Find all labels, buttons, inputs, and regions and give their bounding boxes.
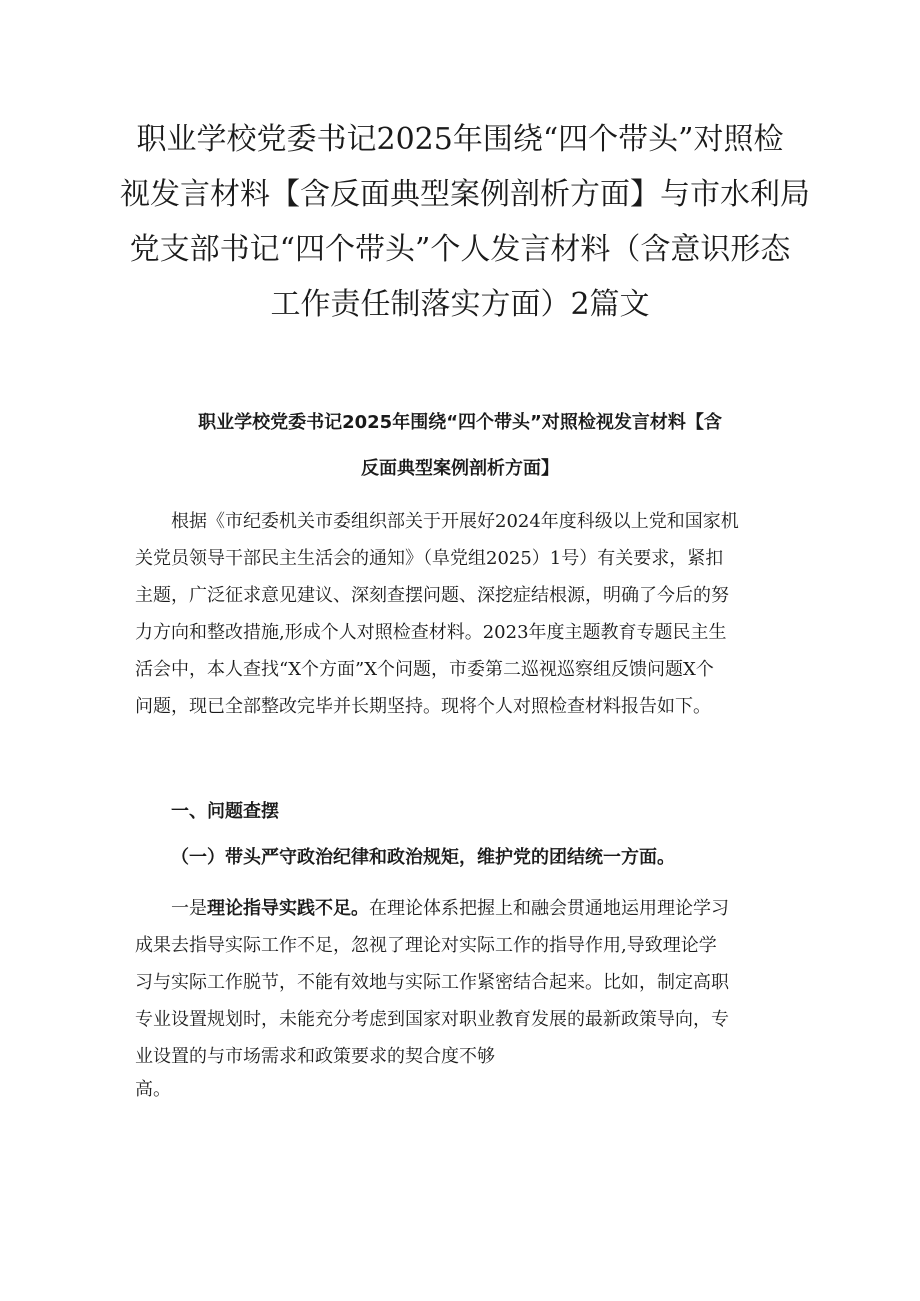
paragraph-line: 主题，广泛征求意见建议、深刻查摆问题、深挖症结根源，明确了今后的努 bbox=[135, 585, 729, 606]
paragraph-line: 成果去指导实际工作不足，忽视了理论对实际工作的指导作用,导致理论学 bbox=[135, 935, 717, 956]
main-title-line: 视发言材料【含反面典型案例剖析方面】与市水利局 bbox=[120, 177, 810, 212]
point-first-line-rest: 在理论体系把握上和融会贯通地运用理论学习 bbox=[369, 898, 729, 919]
paragraph-line: 高。 bbox=[135, 1079, 171, 1100]
main-title-line: 党支部书记“四个带头”个人发言材料（含意识形态 bbox=[129, 232, 791, 267]
paragraph-line: 问题，现已全部整改完毕并长期坚持。现将个人对照检查材料报告如下。 bbox=[135, 696, 711, 717]
section-title-line: 反面典型案例剖析方面】 bbox=[361, 458, 559, 479]
section-title-line: 职业学校党委书记2025年围绕“四个带头”对照检视发言材料【含 bbox=[198, 412, 722, 433]
intro-paragraph bbox=[135, 503, 800, 725]
paragraph-line bbox=[135, 890, 800, 927]
paragraph-line: 专业设置规划时，未能充分考虑到国家对职业教育发展的最新政策导向，专 bbox=[135, 1009, 729, 1030]
main-title-line: 工作责任制落实方面）2篇文 bbox=[270, 287, 650, 322]
heading-political-discipline: （一）带头严守政治纪律和政治规矩，维护党的团结统一方面。 bbox=[171, 847, 675, 868]
point-one-paragraph bbox=[135, 890, 800, 1105]
document-main-title bbox=[120, 112, 810, 332]
paragraph-line: 习与实际工作脱节，不能有效地与实际工作紧密结合起来。比如，制定高职 bbox=[135, 972, 729, 993]
point-lead: 一是 bbox=[171, 898, 207, 919]
paragraph-line: 关党员领导干部民主生活会的通知》（阜党组2025）1号）有关要求，紧扣 bbox=[135, 548, 724, 569]
point-bold-phrase: 理论指导实践不足。 bbox=[207, 898, 369, 919]
section-title bbox=[120, 400, 800, 492]
paragraph-line: 活会中，本人查找“X个方面”X个问题，市委第二巡视巡察组反馈问题X个 bbox=[135, 659, 714, 680]
paragraph-line: 根据《市纪委机关市委组织部关于开展好2024年度科级以上党和国家机 bbox=[171, 511, 739, 532]
heading-problem-review: 一、问题查摆 bbox=[171, 801, 279, 822]
main-title-line: 职业学校党委书记2025年围绕“四个带头”对照检 bbox=[136, 122, 784, 157]
paragraph-line: 力方向和整改措施,形成个人对照检查材料。2023年度主题教育专题民主生 bbox=[135, 622, 727, 643]
paragraph-line: 业设置的与市场需求和政策要求的契合度不够 bbox=[135, 1046, 495, 1067]
